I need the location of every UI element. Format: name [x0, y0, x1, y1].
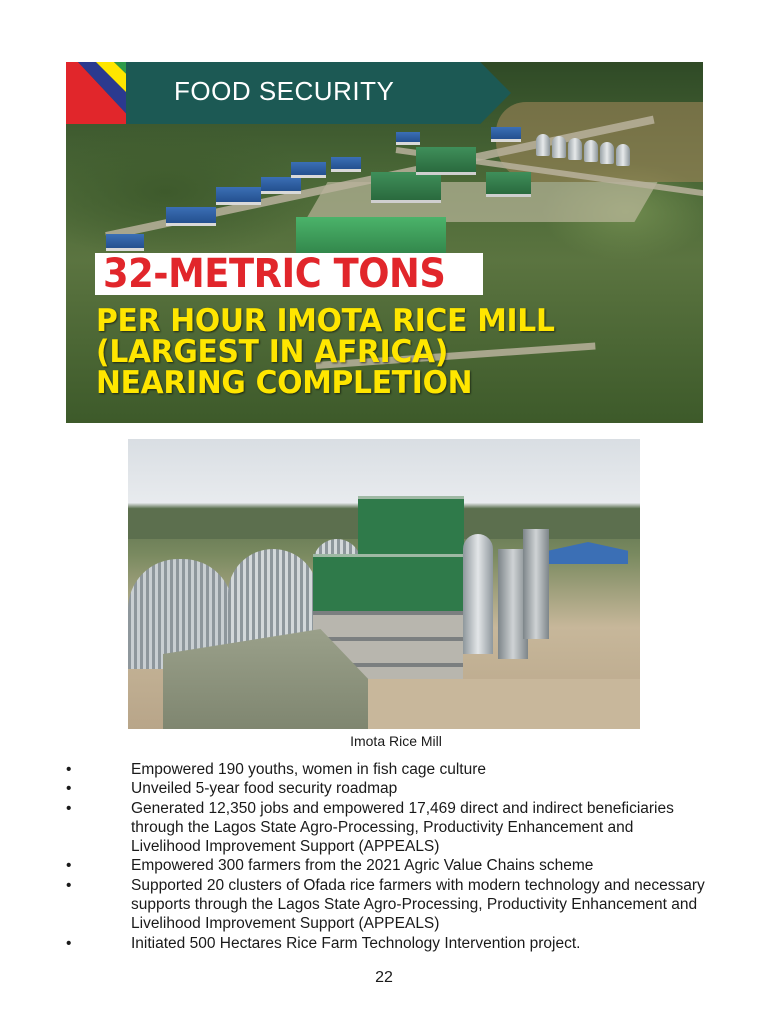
photo-caption: Imota Rice Mill	[350, 733, 442, 749]
section-title: FOOD SECURITY	[174, 76, 395, 106]
list-item-text: Unveiled 5-year food security roadmap	[131, 780, 398, 798]
headline-line-2: (LARGEST IN AFRICA)	[96, 334, 449, 370]
headline-line-3: NEARING COMPLETION	[96, 365, 473, 401]
list-item	[66, 760, 706, 779]
list-item	[66, 799, 706, 857]
list-item	[66, 934, 706, 953]
list-item-text: Empowered 190 youths, women in fish cage culture	[131, 761, 486, 778]
list-item	[66, 876, 706, 934]
list-item-text: Generated 12,350 jobs and empowered 17,469 direct and indirect beneficiaries through the Lagos State Agro-Processing, Productivity Enhancement and Livelihood Improvement Support (APPEALS)	[131, 799, 674, 856]
achievements-list	[66, 760, 706, 953]
banner-image	[66, 62, 703, 423]
page-number: 22	[375, 969, 393, 986]
bullet-marker: •	[66, 761, 72, 778]
bullet-marker: •	[66, 857, 72, 875]
headline-box	[95, 253, 483, 295]
section-title-bar	[66, 62, 511, 124]
headline-line-1: PER HOUR IMOTA RICE MILL	[96, 303, 555, 339]
headline-main: 32-METRIC TONS	[103, 251, 446, 297]
list-item	[66, 856, 706, 875]
list-item	[66, 779, 706, 798]
list-item-text: Supported 20 clusters of Ofada rice farmers with modern technology and necessary supports through the Lagos State Agro-Processing, Productivity Enhancement and Livelihood Improvement Support (APPEALS)	[131, 876, 705, 933]
list-item-text: Initiated 500 Hectares Rice Farm Technology Intervention project.	[131, 934, 581, 952]
bullet-marker: •	[66, 799, 72, 817]
list-item-text: Empowered 300 farmers from the 2021 Agric Value Chains scheme	[131, 857, 594, 875]
rice-mill-photo	[128, 439, 640, 729]
bullet-marker: •	[66, 934, 72, 952]
bullet-marker: •	[66, 780, 72, 798]
bullet-marker: •	[66, 876, 72, 894]
